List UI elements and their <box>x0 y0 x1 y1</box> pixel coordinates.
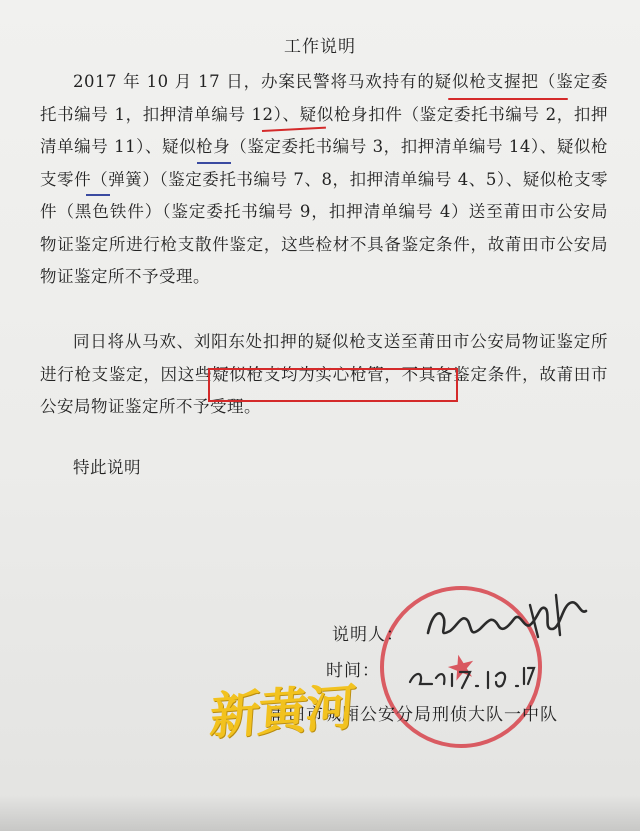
paragraph-1: 2017 年 10 月 17 日，办案民警将马欢持有的疑似枪支握把（鉴定委托书编号 1，扣押清单编号 12）、疑似枪身扣件（鉴定委托书编号 2，扣押清单编号 11）、疑似枪身（鉴定委托书编号 3，扣押清单编号 14）、疑似枪支零件（弹簧）（鉴定委托书编号 7、8，扣押清单编号 4、5）、疑似枪支零件（黑色铁件）（鉴定委托书编号 9，扣押清单编号 4）送至莆田市公安局物证鉴定所进行枪支散件鉴定，这些检材不具备鉴定条件，故莆田市公安局物证鉴定所不予受理。 <box>40 72 608 286</box>
explainer-label: 说明人： <box>332 625 404 645</box>
organization-name: 莆田市城厢公安分局刑侦大队一中队 <box>270 705 558 725</box>
handwritten-date <box>400 648 530 698</box>
watermark-logo: 新黄河 <box>207 677 356 747</box>
document-title: 工作说明 <box>284 37 356 57</box>
seal-star-icon: ★ <box>441 644 482 692</box>
page-bottom-shadow <box>0 795 640 831</box>
handwritten-signature <box>410 585 600 655</box>
paragraph-2: 同日将从马欢、刘阳东处扣押的疑似枪支送至莆田市公安局物证鉴定所进行枪支鉴定，因这些疑似枪支均为实心枪管，不具备鉴定条件，故莆田市公安局物证鉴定所不予受理。 <box>40 332 608 416</box>
time-label: 时间： <box>326 661 380 681</box>
paragraph-3: 特此说明 <box>73 458 141 477</box>
